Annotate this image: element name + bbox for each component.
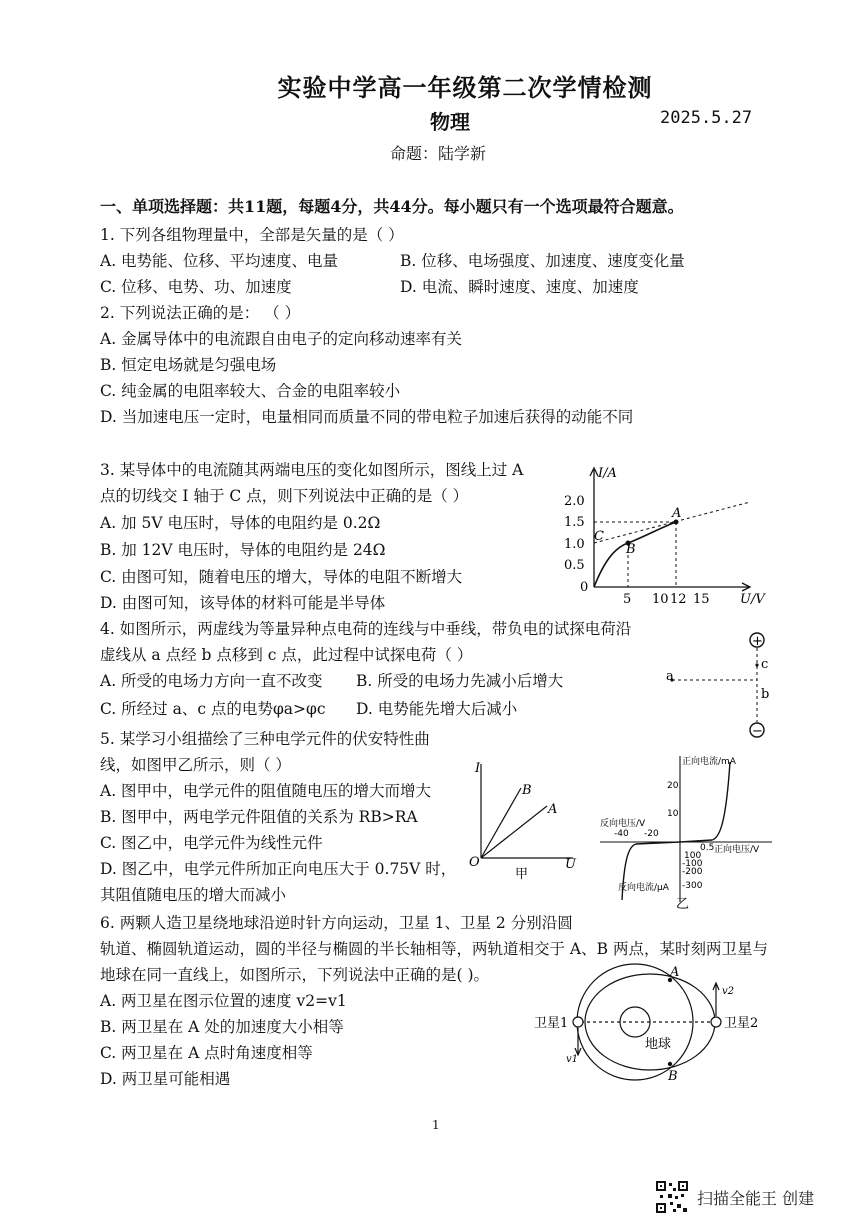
q4-option-a: A. 所受的电场力方向一直不改变 xyxy=(100,672,323,690)
qr-code-icon xyxy=(655,1180,689,1214)
tick-minus-40: -40 xyxy=(614,829,629,839)
v2-label: v2 xyxy=(722,986,735,997)
q5-option-d-line2: 其阻值随电压的增大而减小 xyxy=(100,886,287,904)
y-tick: 0.5 xyxy=(564,558,585,573)
q6-option-a: A. 两卫星在图示位置的速度 v2=v1 xyxy=(100,992,347,1010)
q3-option-d: D. 由图可知，该导体的材料可能是半导体 xyxy=(100,594,386,612)
q4-charges-diagram xyxy=(660,628,780,743)
exam-author: 命题：陆学新 xyxy=(390,144,487,163)
tick-minus-300: -300 xyxy=(682,881,703,891)
y-tick: 1.5 xyxy=(564,515,585,530)
x-tick: 10 xyxy=(652,592,669,607)
q2-option-d: D. 当加速电压一定时，电量相同而质量不同的带电粒子加速后获得的动能不同 xyxy=(100,408,634,426)
q2-stem: 2. 下列说法正确的是： （ ） xyxy=(100,304,301,322)
x-tick: 5 xyxy=(623,592,632,607)
x-tick: 12 xyxy=(670,592,687,607)
q5-option-a: A. 图甲中，电学元件的阻值随电压的增大而增大 xyxy=(100,782,432,800)
q4-stem-line1: 4. 如图所示，两虚线为等量异种点电荷的连线与中垂线，带负电的试探电荷沿 xyxy=(100,620,632,638)
q2-option-a: A. 金属导体中的电流跟自由电子的定向移动速率有关 xyxy=(100,330,463,348)
label-b: B xyxy=(626,542,636,557)
scanner-watermark xyxy=(655,1180,814,1214)
tick-10: 10 xyxy=(667,809,679,819)
label-c: C xyxy=(594,529,604,544)
caption-yi: 乙 xyxy=(676,897,690,912)
earth-label: 地球 xyxy=(645,1037,672,1052)
q5-stem-line2: 线，如图甲乙所示，则（ ） xyxy=(100,756,291,774)
q4-stem-line2: 虚线从 a 点经 b 点移到 c 点，此过程中试探电荷（ ） xyxy=(100,646,473,664)
y-axis-label: I/A xyxy=(598,466,617,481)
q3-iu-graph xyxy=(560,462,770,612)
label-b: B xyxy=(522,783,532,798)
reverse-current-label: 反向电流/μA xyxy=(618,883,669,893)
label-a: a xyxy=(666,669,674,684)
q6-stem-line2: 轨道、椭圆轨道运动，圆的半径与椭圆的半长轴相等，两轨道相交于 A、B 两点，某时刻两卫星与 xyxy=(100,940,768,958)
q2-option-c: C. 纯金属的电阻率较大、合金的电阻率较小 xyxy=(100,382,401,400)
origin-label: O xyxy=(469,855,480,870)
section-heading: 一、单项选择题：共11题，每题4分，共44分。每小题只有一个选项最符合题意。 xyxy=(100,197,684,216)
line-a xyxy=(481,806,547,858)
q4-option-d: D. 电势能先增大后减小 xyxy=(356,700,518,718)
u-axis-label: U xyxy=(565,857,576,872)
q3-stem-line1: 3. 某导体中的电流随其两端电压的变化如图所示，图线上过 A xyxy=(100,461,524,479)
tick-minus-20: -20 xyxy=(644,829,659,839)
q5-option-b: B. 图甲中，两电学元件阻值的关系为 RB>RA xyxy=(100,808,418,826)
y-tick: 2.0 xyxy=(564,494,585,509)
forward-current-label: 正向电流/mA xyxy=(682,757,736,767)
plus-sign: + xyxy=(752,634,763,649)
q5-stem-line1: 5. 某学习小组描绘了三种电学元件的伏安特性曲 xyxy=(100,730,430,748)
point-c-dot xyxy=(755,663,758,666)
watermark-text: 扫描全能王 创建 xyxy=(697,1188,815,1208)
satellite-1 xyxy=(573,1017,583,1027)
exam-title: 实验中学高一年级第二次学情检测 xyxy=(277,74,653,102)
subject-title: 物理 xyxy=(430,110,470,134)
q6-orbit-diagram xyxy=(530,962,770,1087)
q5-option-c: C. 图乙中，电学元件为线性元件 xyxy=(100,834,323,852)
q1-option-d: D. 电流、瞬时速度、速度、加速度 xyxy=(400,278,639,296)
q3-option-c: C. 由图可知，随着电压的增大，导体的电阻不断增大 xyxy=(100,568,463,586)
v1-label: v1 xyxy=(566,1054,579,1065)
forward-curve xyxy=(680,762,730,842)
y-tick: 1.0 xyxy=(564,537,585,552)
q6-option-b: B. 两卫星在 A 处的加速度大小相等 xyxy=(100,1018,344,1036)
tick-100: 100 xyxy=(684,851,702,861)
q1-option-b: B. 位移、电场强度、加速度、速度变化量 xyxy=(400,252,685,270)
q6-stem-line3: 地球在同一直线上，如图所示，下列说法中正确的是( )。 xyxy=(100,966,490,984)
sat1-label: 卫星1 xyxy=(534,1016,569,1031)
caption-jia: 甲 xyxy=(515,867,529,882)
point-b xyxy=(668,1062,672,1066)
q4-option-b: B. 所受的电场力先减小后增大 xyxy=(356,672,564,690)
q6-stem-line1: 6. 两颗人造卫星绕地球沿逆时针方向运动，卫星 1、卫星 2 分别沿圆 xyxy=(100,914,573,932)
forward-voltage-label: 正向电压/V xyxy=(714,845,760,855)
q1-option-a: A. 电势能、位移、平均速度、电量 xyxy=(100,252,339,270)
satellite-2 xyxy=(711,1017,721,1027)
q5-graph-yi xyxy=(596,752,776,912)
line-b xyxy=(481,788,521,858)
minus-sign: − xyxy=(752,724,763,739)
x-tick: 15 xyxy=(693,592,710,607)
sat2-label: 卫星2 xyxy=(724,1016,759,1031)
q4-option-c: C. 所经过 a、c 点的电势φa>φc xyxy=(100,700,326,718)
q3-stem-line2: 点的切线交 I 轴于 C 点，则下列说法中正确的是（ ） xyxy=(100,487,469,505)
q3-option-b: B. 加 12V 电压时，导体的电阻约是 24Ω xyxy=(100,541,386,559)
q5-option-d-line1: D. 图乙中，电学元件所加正向电压大于 0.75V 时， xyxy=(100,860,457,878)
x-axis-label: U/V xyxy=(740,592,765,607)
q1-option-c: C. 位移、电势、功、加速度 xyxy=(100,278,292,296)
label-b: b xyxy=(761,687,770,702)
tick-minus-100: -100 xyxy=(682,859,703,869)
reverse-voltage-label: 反向电压/V xyxy=(600,819,646,829)
tick-0-5: 0.5 xyxy=(700,843,715,853)
label-a: A xyxy=(672,506,682,521)
page-number: 1 xyxy=(432,1118,440,1132)
q6-option-d: D. 两卫星可能相遇 xyxy=(100,1070,231,1088)
y-tick: 0 xyxy=(580,580,589,595)
i-axis-label: I xyxy=(475,761,481,776)
label-a: A xyxy=(548,802,558,817)
label-a: A xyxy=(670,965,680,980)
exam-date: 2025.5.27 xyxy=(660,108,753,128)
label-b: B xyxy=(668,1069,678,1084)
q5-graph-jia xyxy=(465,758,580,883)
q1-stem: 1. 下列各组物理量中，全部是矢量的是（ ） xyxy=(100,226,404,244)
label-c: c xyxy=(761,657,769,672)
tick-minus-200: -200 xyxy=(682,867,703,877)
q2-option-b: B. 恒定电场就是匀强电场 xyxy=(100,356,277,374)
tick-20: 20 xyxy=(667,781,679,791)
q3-option-a: A. 加 5V 电压时，导体的电阻约是 0.2Ω xyxy=(100,514,381,532)
q6-option-c: C. 两卫星在 A 点时角速度相等 xyxy=(100,1044,313,1062)
